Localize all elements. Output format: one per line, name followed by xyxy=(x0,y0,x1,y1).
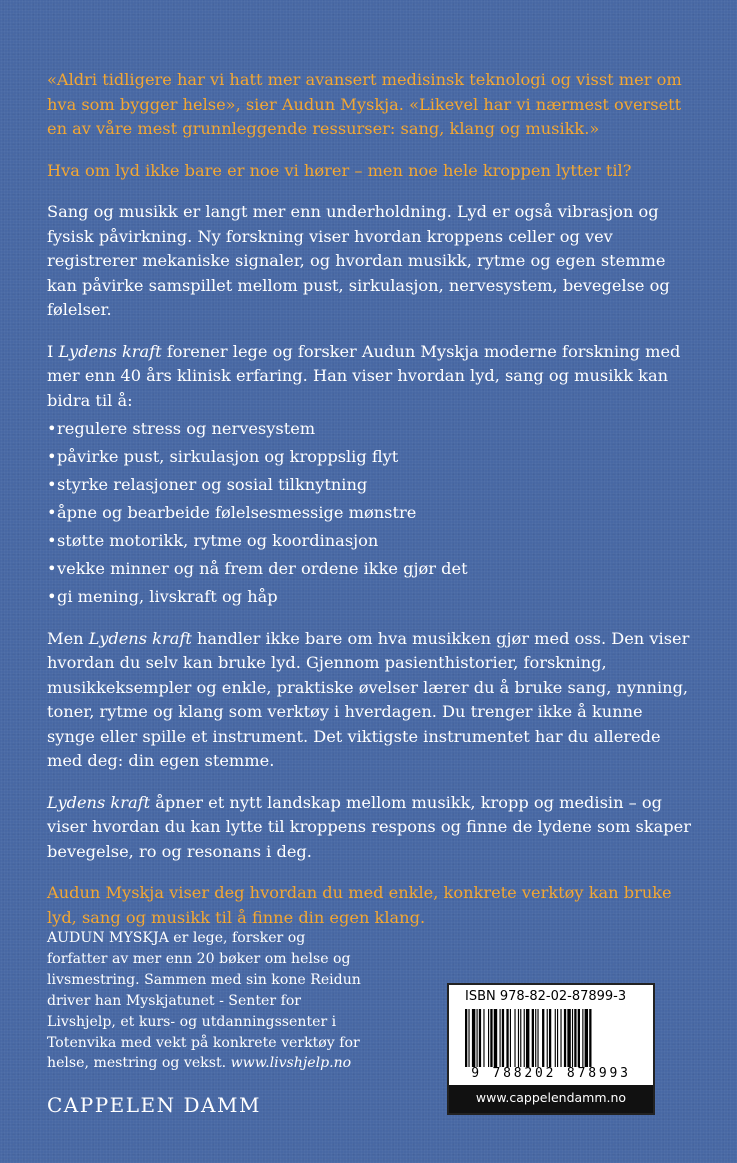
bullet: • xyxy=(47,447,57,466)
author-website-link[interactable]: www.livshjelp.no xyxy=(230,1055,352,1072)
bullet: • xyxy=(47,587,57,606)
list-item xyxy=(47,417,695,442)
isbn-barcode-block xyxy=(447,983,655,1115)
list-item-text: styrke relasjoner og sosial tilknytning xyxy=(57,475,368,494)
bullet: • xyxy=(47,475,57,494)
para3-pre: Men xyxy=(47,628,89,648)
opening-quote: «Aldri tidligere har vi hatt mer avansert medisinsk teknologi og visst mer om hva som bygger helse», sier Audun Myskja. «Likevel har vi nærmest oversett en av våre mest grunnleggende ressurser: sang, klang og musikk.» xyxy=(47,70,682,138)
bullet: • xyxy=(47,503,57,522)
paragraph-1: Sang og musikk er langt mer enn underholdning. Lyd er også vibrasjon og fysisk påvirkning. Ny forskning viser hvordan kroppens celler og vev registrerer mekaniske signaler, og hvordan musikk, rytme og egen stemme kan påvirke samspillet mellom pust, sirkulasjon, nervesystem, bevegelse og følelser. xyxy=(47,202,670,319)
closing-statement: Audun Myskja viser deg hvordan du med enkle, konkrete verktøy kan bruke lyd, sang og musikk til å finne din egen klang. xyxy=(47,883,672,927)
bullet: • xyxy=(47,531,57,550)
book-title: Lydens kraft xyxy=(58,341,162,361)
author-bio xyxy=(47,928,367,1074)
list-item xyxy=(47,445,695,470)
list-item-text: gi mening, livskraft og håp xyxy=(57,587,278,606)
question: Hva om lyd ikke bare er noe vi hører – men noe hele kroppen lytter til? xyxy=(47,160,632,180)
paragraph-4 xyxy=(47,791,695,865)
bullet: • xyxy=(47,419,57,438)
list-item-text: regulere stress og nervesystem xyxy=(57,419,316,438)
paragraph-2 xyxy=(47,340,695,414)
isbn-label: ISBN 978-82-02-87899-3 xyxy=(465,989,627,1004)
para2-pre: I xyxy=(47,341,59,361)
para2-post: forener lege og forsker Audun Myskja moderne forskning med mer enn 40 års klinisk erfaring. Han viser hvordan lyd, sang og musikk kan bidra til å: xyxy=(47,341,681,410)
back-cover-text xyxy=(47,68,695,947)
para4-post: åpner et nytt landskap mellom musikk, kropp og medisin – og viser hvordan du kan lytte til kroppens respons og finne de lydene som skaper bevegelse, ro og resonans i deg. xyxy=(47,792,691,861)
book-title: Lydens kraft xyxy=(47,792,151,812)
book-title: Lydens kraft xyxy=(88,628,192,648)
list-item xyxy=(47,585,695,610)
author-bio-text: er lege, forsker og forfatter av mer enn 20 bøker om helse og livsmestring. Sammen med sin kone Reidun driver han Myskjatunet - Senter for Livshjelp, et kurs- og utdanningssenter i Totenvika med vekt på konkrete verktøy for helse, mestring og vekst. xyxy=(47,930,361,1072)
benefit-list xyxy=(47,417,695,610)
author-name: AUDUN MYSKJA xyxy=(47,930,169,946)
list-item-text: vekke minner og nå frem der ordene ikke gjør det xyxy=(57,559,468,578)
list-item xyxy=(47,473,695,498)
para3-post: handler ikke bare om hva musikken gjør med oss. Den viser hvordan du selv kan bruke lyd. Gjennom pasienthistorier, forskning, musikkeksempler og enkle, praktiske øvelser lærer du å bruke sang, nynning, toner, rytme og klang som verktøy i hverdagen. Du trenger ikke å kunne synge eller spille et instrument. Det viktigste instrumentet har du allerede med deg: din egen stemme. xyxy=(47,628,690,770)
list-item-text: påvirke pust, sirkulasjon og kroppslig flyt xyxy=(57,447,399,466)
list-item xyxy=(47,529,695,554)
list-item-text: støtte motorikk, rytme og koordinasjon xyxy=(57,531,379,550)
paragraph-3 xyxy=(47,627,695,774)
list-item xyxy=(47,557,695,582)
publisher-url[interactable]: www.cappelendamm.no xyxy=(449,1085,653,1113)
list-item-text: åpne og bearbeide følelsesmessige mønstre xyxy=(57,503,417,522)
publisher-logo: CAPPELEN DAMM xyxy=(47,1093,261,1117)
bullet: • xyxy=(47,559,57,578)
barcode-digits: 9 788202 878993 xyxy=(471,1066,631,1081)
list-item xyxy=(47,501,695,526)
barcode-icon xyxy=(463,1009,639,1067)
